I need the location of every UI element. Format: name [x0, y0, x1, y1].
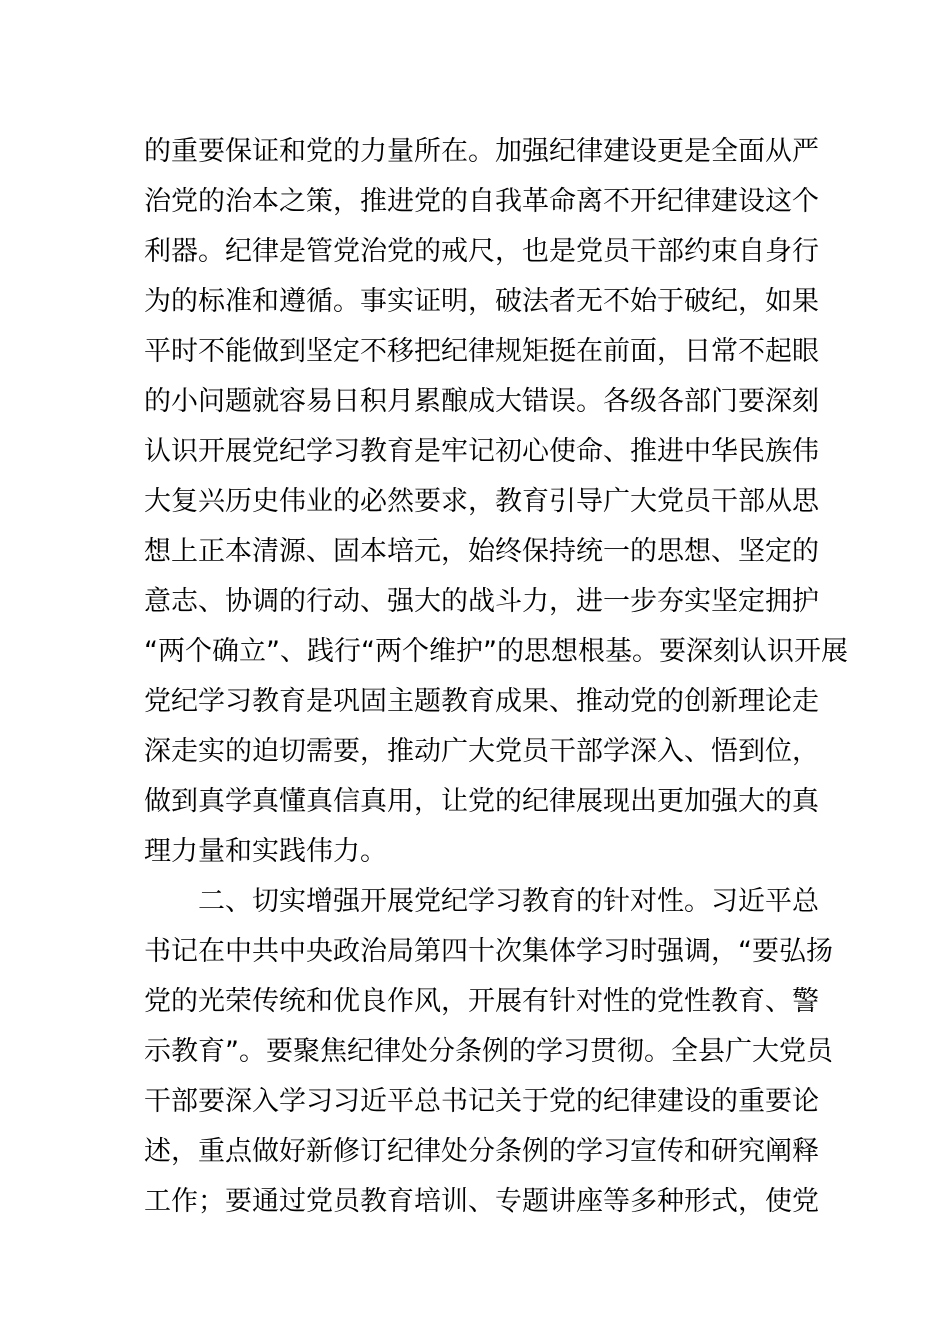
paragraph-1: [144, 127, 848, 877]
paragraph-line: 党纪学习教育是巩固主题教育成果、推动党的创新理论走: [144, 686, 819, 717]
paragraph-line: 示教育”。要聚焦纪律处分条例的学习贯彻。全县广大党员: [144, 1036, 833, 1067]
paragraph-line: 述，重点做好新修订纪律处分条例的学习宣传和研究阐释: [144, 1136, 819, 1167]
paragraph-line: 干部要深入学习习近平总书记关于党的纪律建设的重要论: [144, 1086, 819, 1117]
paragraph-line: 党的光荣传统和优良作风，开展有针对性的党性教育、警: [144, 986, 819, 1017]
document-body: [144, 127, 848, 1227]
paragraph-line: “两个确立”、践行“两个维护”的思想根基。要深刻认识开展: [144, 636, 848, 667]
paragraph-line: 的小问题就容易日积月累酿成大错误。各级各部门要深刻: [144, 386, 819, 417]
paragraph-line: 意志、协调的行动、强大的战斗力，进一步夯实坚定拥护: [144, 586, 819, 617]
paragraph-line: 利器。纪律是管党治党的戒尺，也是党员干部约束自身行: [144, 236, 819, 267]
paragraph-line: 做到真学真懂真信真用，让党的纪律展现出更加强大的真: [144, 786, 819, 817]
paragraph-line: 的重要保证和党的力量所在。加强纪律建设更是全面从严: [144, 136, 819, 167]
paragraph-line: 理力量和实践伟力。: [144, 836, 387, 867]
paragraph-line: 二、切实增强开展党纪学习教育的针对性。习近平总: [198, 886, 819, 917]
paragraph-line: 治党的治本之策，推进党的自我革命离不开纪律建设这个: [144, 186, 819, 217]
paragraph-line: 平时不能做到坚定不移把纪律规矩挺在前面，日常不起眼: [144, 336, 819, 367]
paragraph-line: 为的标准和遵循。事实证明，破法者无不始于破纪，如果: [144, 286, 819, 317]
paragraph-line: 大复兴历史伟业的必然要求，教育引导广大党员干部从思: [144, 486, 819, 517]
paragraph-line: 认识开展党纪学习教育是牢记初心使命、推进中华民族伟: [144, 436, 819, 467]
paragraph-line: 书记在中共中央政治局第四十次集体学习时强调，“要弘扬: [144, 936, 833, 967]
paragraph-line: 工作；要通过党员教育培训、专题讲座等多种形式，使党: [144, 1186, 819, 1217]
paragraph-line: 想上正本清源、固本培元，始终保持统一的思想、坚定的: [144, 536, 819, 567]
paragraph-line: 深走实的迫切需要，推动广大党员干部学深入、悟到位，: [144, 736, 819, 767]
paragraph-2: [144, 877, 833, 1227]
